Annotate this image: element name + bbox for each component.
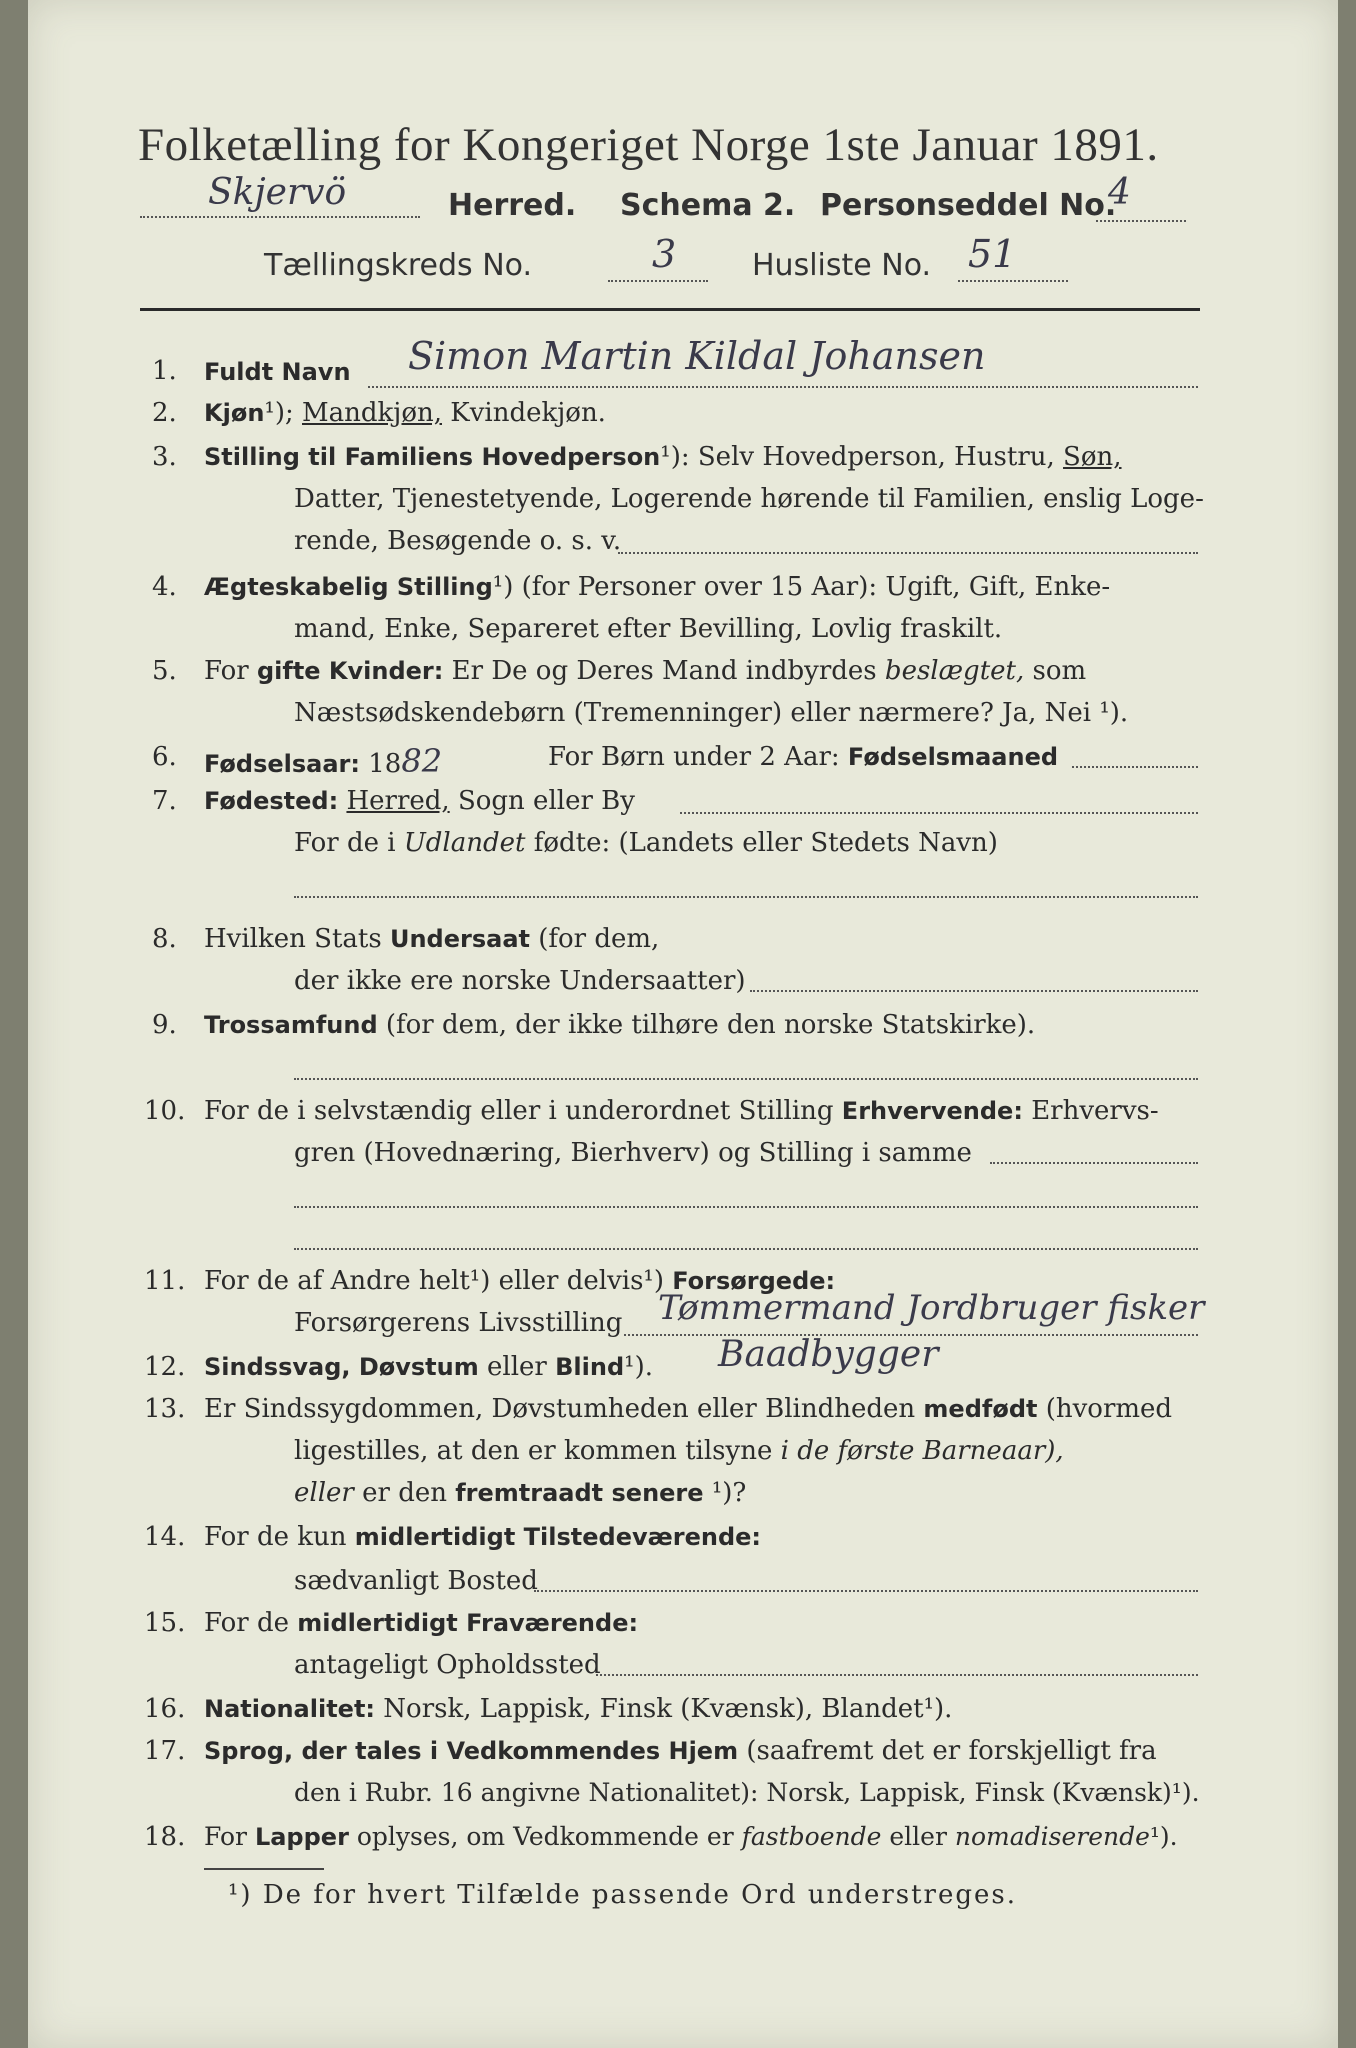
q14-line2: sædvanligt Bosted xyxy=(294,1566,538,1596)
q14-dotline xyxy=(534,1590,1198,1592)
census-form-page xyxy=(28,0,1338,2048)
q13-label2: fremtraadt senere xyxy=(455,1479,704,1507)
q14-pre: For de kun xyxy=(204,1522,347,1552)
q5-line1i: beslægtet, xyxy=(884,656,1025,686)
kreds-dotline xyxy=(608,280,708,282)
q1-number: 1. xyxy=(152,356,177,386)
q4-label: Ægteskabelig Stilling xyxy=(204,573,493,601)
q12-value: Baadbygger xyxy=(718,1334,939,1375)
q13-label: medfødt xyxy=(923,1395,1038,1423)
q4-mark: ¹) xyxy=(492,572,514,602)
q18-pre: For xyxy=(204,1822,247,1851)
q6-dotline xyxy=(1072,766,1198,768)
q13-number: 13. xyxy=(144,1394,186,1424)
husliste-label: Husliste No. xyxy=(752,248,932,283)
q11-value: Tømmermand Jordbruger fisker xyxy=(658,1288,1205,1328)
q17-line2: den i Rubr. 16 angivne Nationalitet): Norsk, Lappisk, Finsk (Kvænsk)¹). xyxy=(294,1778,1200,1807)
q5-number: 5. xyxy=(152,656,177,686)
q12-mid: eller xyxy=(487,1352,547,1382)
q9-rest: (for dem, der ikke tilhøre den norske Statskirke). xyxy=(385,1010,1036,1040)
q5-line2: Næstsødskendebørn (Tremenninger) eller nærmere? Ja, Nei ¹). xyxy=(294,698,1129,728)
q18-number: 18. xyxy=(144,1822,186,1852)
q16-number: 16. xyxy=(144,1694,186,1724)
q6-label: Fødselsaar: xyxy=(204,750,360,778)
q10-line2: gren (Hovednæring, Bierhverv) og Stilling i samme xyxy=(294,1138,972,1168)
footnote-rule xyxy=(204,1868,324,1870)
q3-line2: Datter, Tjenestetyende, Logerende hørende til Familien, enslig Loge- xyxy=(294,484,1204,514)
q4-number: 4. xyxy=(152,572,177,602)
q2-number: 2. xyxy=(152,398,177,428)
q10-number: 10. xyxy=(144,1096,186,1126)
q12-label: Sindssvag, Døvstum xyxy=(204,1353,479,1381)
q10-dotline-3 xyxy=(294,1248,1198,1250)
husliste-dotline xyxy=(958,280,1068,282)
q7-label: Fødested: xyxy=(204,787,339,815)
husliste-value: 51 xyxy=(968,232,1017,276)
q3-label: Stilling til Familiens Hovedperson xyxy=(204,443,661,471)
personseddel-value: 4 xyxy=(1108,172,1131,213)
q13-line2i: i de første Barneaar), xyxy=(780,1436,1064,1466)
q2-label: Kjøn xyxy=(204,399,265,427)
q9-label: Trossamfund xyxy=(204,1011,378,1039)
q8-line1a: Hvilken Stats xyxy=(204,924,382,954)
q8-dotline xyxy=(750,990,1198,992)
q18-i1: fastboende xyxy=(741,1822,882,1851)
q15-number: 15. xyxy=(144,1608,186,1638)
herred-value: Skjervö xyxy=(208,172,347,213)
q5-label: gifte Kvinder: xyxy=(256,657,444,685)
q8-label: Undersaat xyxy=(389,925,530,953)
q5-pre: For xyxy=(204,656,249,686)
q13-line3a: er den xyxy=(362,1478,447,1508)
q14-number: 14. xyxy=(144,1522,186,1552)
q10-line1a: For de i selvstændig eller i underordnet Stilling xyxy=(204,1096,834,1126)
q10-dotline-2 xyxy=(294,1206,1198,1208)
q18-i2: nomadiserende xyxy=(954,1822,1150,1851)
q14-label: midlertidigt Tilstedeværende: xyxy=(354,1523,762,1551)
q6-label2: Fødselsmaaned xyxy=(847,743,1059,771)
q4-line2: mand, Enke, Separeret efter Bevilling, Lovlig fraskilt. xyxy=(294,614,1003,644)
q7-line2i: Udlandet xyxy=(403,828,526,858)
q7-dotline xyxy=(680,812,1198,814)
q6-year-prefix: 18 xyxy=(368,749,402,779)
q2-opt-kvindekjon: Kvindekjøn. xyxy=(450,398,606,428)
q10-label: Erhvervende: xyxy=(841,1097,1023,1125)
q3-number: 3. xyxy=(152,442,177,472)
q7-rest: Sogn eller By xyxy=(457,786,635,816)
q6-year-value: 82 xyxy=(401,742,443,780)
q2-opt-mandkjon: Mandkjøn, xyxy=(302,398,442,428)
q18-end: ¹). xyxy=(1149,1822,1178,1851)
q5-line1a: Er De og Deres Mand indbyrdes xyxy=(451,656,877,686)
q8-number: 8. xyxy=(152,924,177,954)
personseddel-label: Personseddel No. xyxy=(820,188,1117,223)
q3-line3: rende, Besøgende o. s. v. xyxy=(294,526,622,556)
q3-mark: ¹): xyxy=(660,442,690,472)
q7-herred: Herred, xyxy=(346,786,450,816)
q17-line1b: (saafremt det er forskjelligt fra xyxy=(746,1736,1157,1766)
q11-line1a: For de af Andre helt¹) eller delvis¹) xyxy=(204,1266,664,1296)
q9-dotline xyxy=(294,1078,1198,1080)
q12-label2: Blind xyxy=(555,1353,625,1381)
q10-dotline xyxy=(990,1162,1198,1164)
q7-line2a: For de i xyxy=(294,828,396,858)
q11-number: 11. xyxy=(144,1266,186,1296)
footnote: ¹) De for hvert Tilfælde passende Ord understreges. xyxy=(228,1880,1018,1910)
q15-dotline xyxy=(596,1674,1198,1676)
q13-line1b: (hvormed xyxy=(1045,1394,1173,1424)
q7-line2b: fødte: (Landets eller Stedets Navn) xyxy=(533,828,998,858)
q7-dotline-2 xyxy=(294,896,1198,898)
q9-number: 9. xyxy=(152,1010,177,1040)
q5-line1b: som xyxy=(1032,656,1087,686)
q11-line2: Forsørgerens Livsstilling xyxy=(294,1308,623,1338)
q1-label: Fuldt Navn xyxy=(204,358,351,386)
kreds-value: 3 xyxy=(652,232,677,276)
q13-line3i: eller xyxy=(294,1478,354,1508)
q17-label: Sprog, der tales i Vedkommendes Hjem xyxy=(204,1737,739,1765)
q13-line1a: Er Sindssygdommen, Døvstumheden eller Blindheden xyxy=(204,1394,916,1424)
q16-rest: Norsk, Lappisk, Finsk (Kvænsk), Blandet¹). xyxy=(383,1694,953,1724)
q6-number: 6. xyxy=(152,742,177,772)
q18-label: Lapper xyxy=(254,1823,349,1851)
q8-line1b: (for dem, xyxy=(538,924,660,954)
q13-line3b: ¹)? xyxy=(711,1478,747,1508)
q3-line1: Selv Hovedperson, Hustru, xyxy=(697,442,1055,472)
q10-line1b: Erhvervs- xyxy=(1031,1096,1159,1126)
schema-label: Schema 2. xyxy=(620,188,796,223)
q18-mid: eller xyxy=(889,1822,947,1851)
q18-line1a: oplyses, om Vedkommende er xyxy=(356,1822,734,1851)
herred-label: Herred. xyxy=(448,188,577,223)
q15-pre: For de xyxy=(204,1608,289,1638)
q12-number: 12. xyxy=(144,1352,186,1382)
q4-line1: (for Personer over 15 Aar): Ugift, Gift, Enke- xyxy=(521,572,1111,602)
q8-line2: der ikke ere norske Undersaatter) xyxy=(294,966,746,996)
q6-mid: For Børn under 2 Aar: xyxy=(548,742,840,772)
q3-dotline xyxy=(618,552,1198,554)
personseddel-dotline xyxy=(1096,220,1186,222)
q2-mark: ¹); xyxy=(264,398,294,428)
q15-label: midlertidigt Fraværende: xyxy=(297,1609,639,1637)
q3-son: Søn, xyxy=(1063,442,1122,472)
q17-number: 17. xyxy=(144,1736,186,1766)
q12-mark: ¹). xyxy=(624,1352,653,1382)
kreds-label: Tællingskreds No. xyxy=(264,248,532,283)
q7-number: 7. xyxy=(152,786,177,816)
q15-line2: antageligt Opholdssted xyxy=(294,1650,601,1680)
q16-label: Nationalitet: xyxy=(204,1695,376,1723)
q13-line2a: ligestilles, at den er kommen tilsyne xyxy=(294,1436,773,1466)
q1-value: Simon Martin Kildal Johansen xyxy=(408,334,986,378)
herred-dotline xyxy=(140,216,420,218)
form-title: Folketælling for Kongeriget Norge 1ste Januar 1891. xyxy=(138,119,1159,171)
q11-label: Forsørgede: xyxy=(672,1267,836,1295)
header-rule xyxy=(140,308,1200,311)
q1-dotline xyxy=(368,386,1198,388)
